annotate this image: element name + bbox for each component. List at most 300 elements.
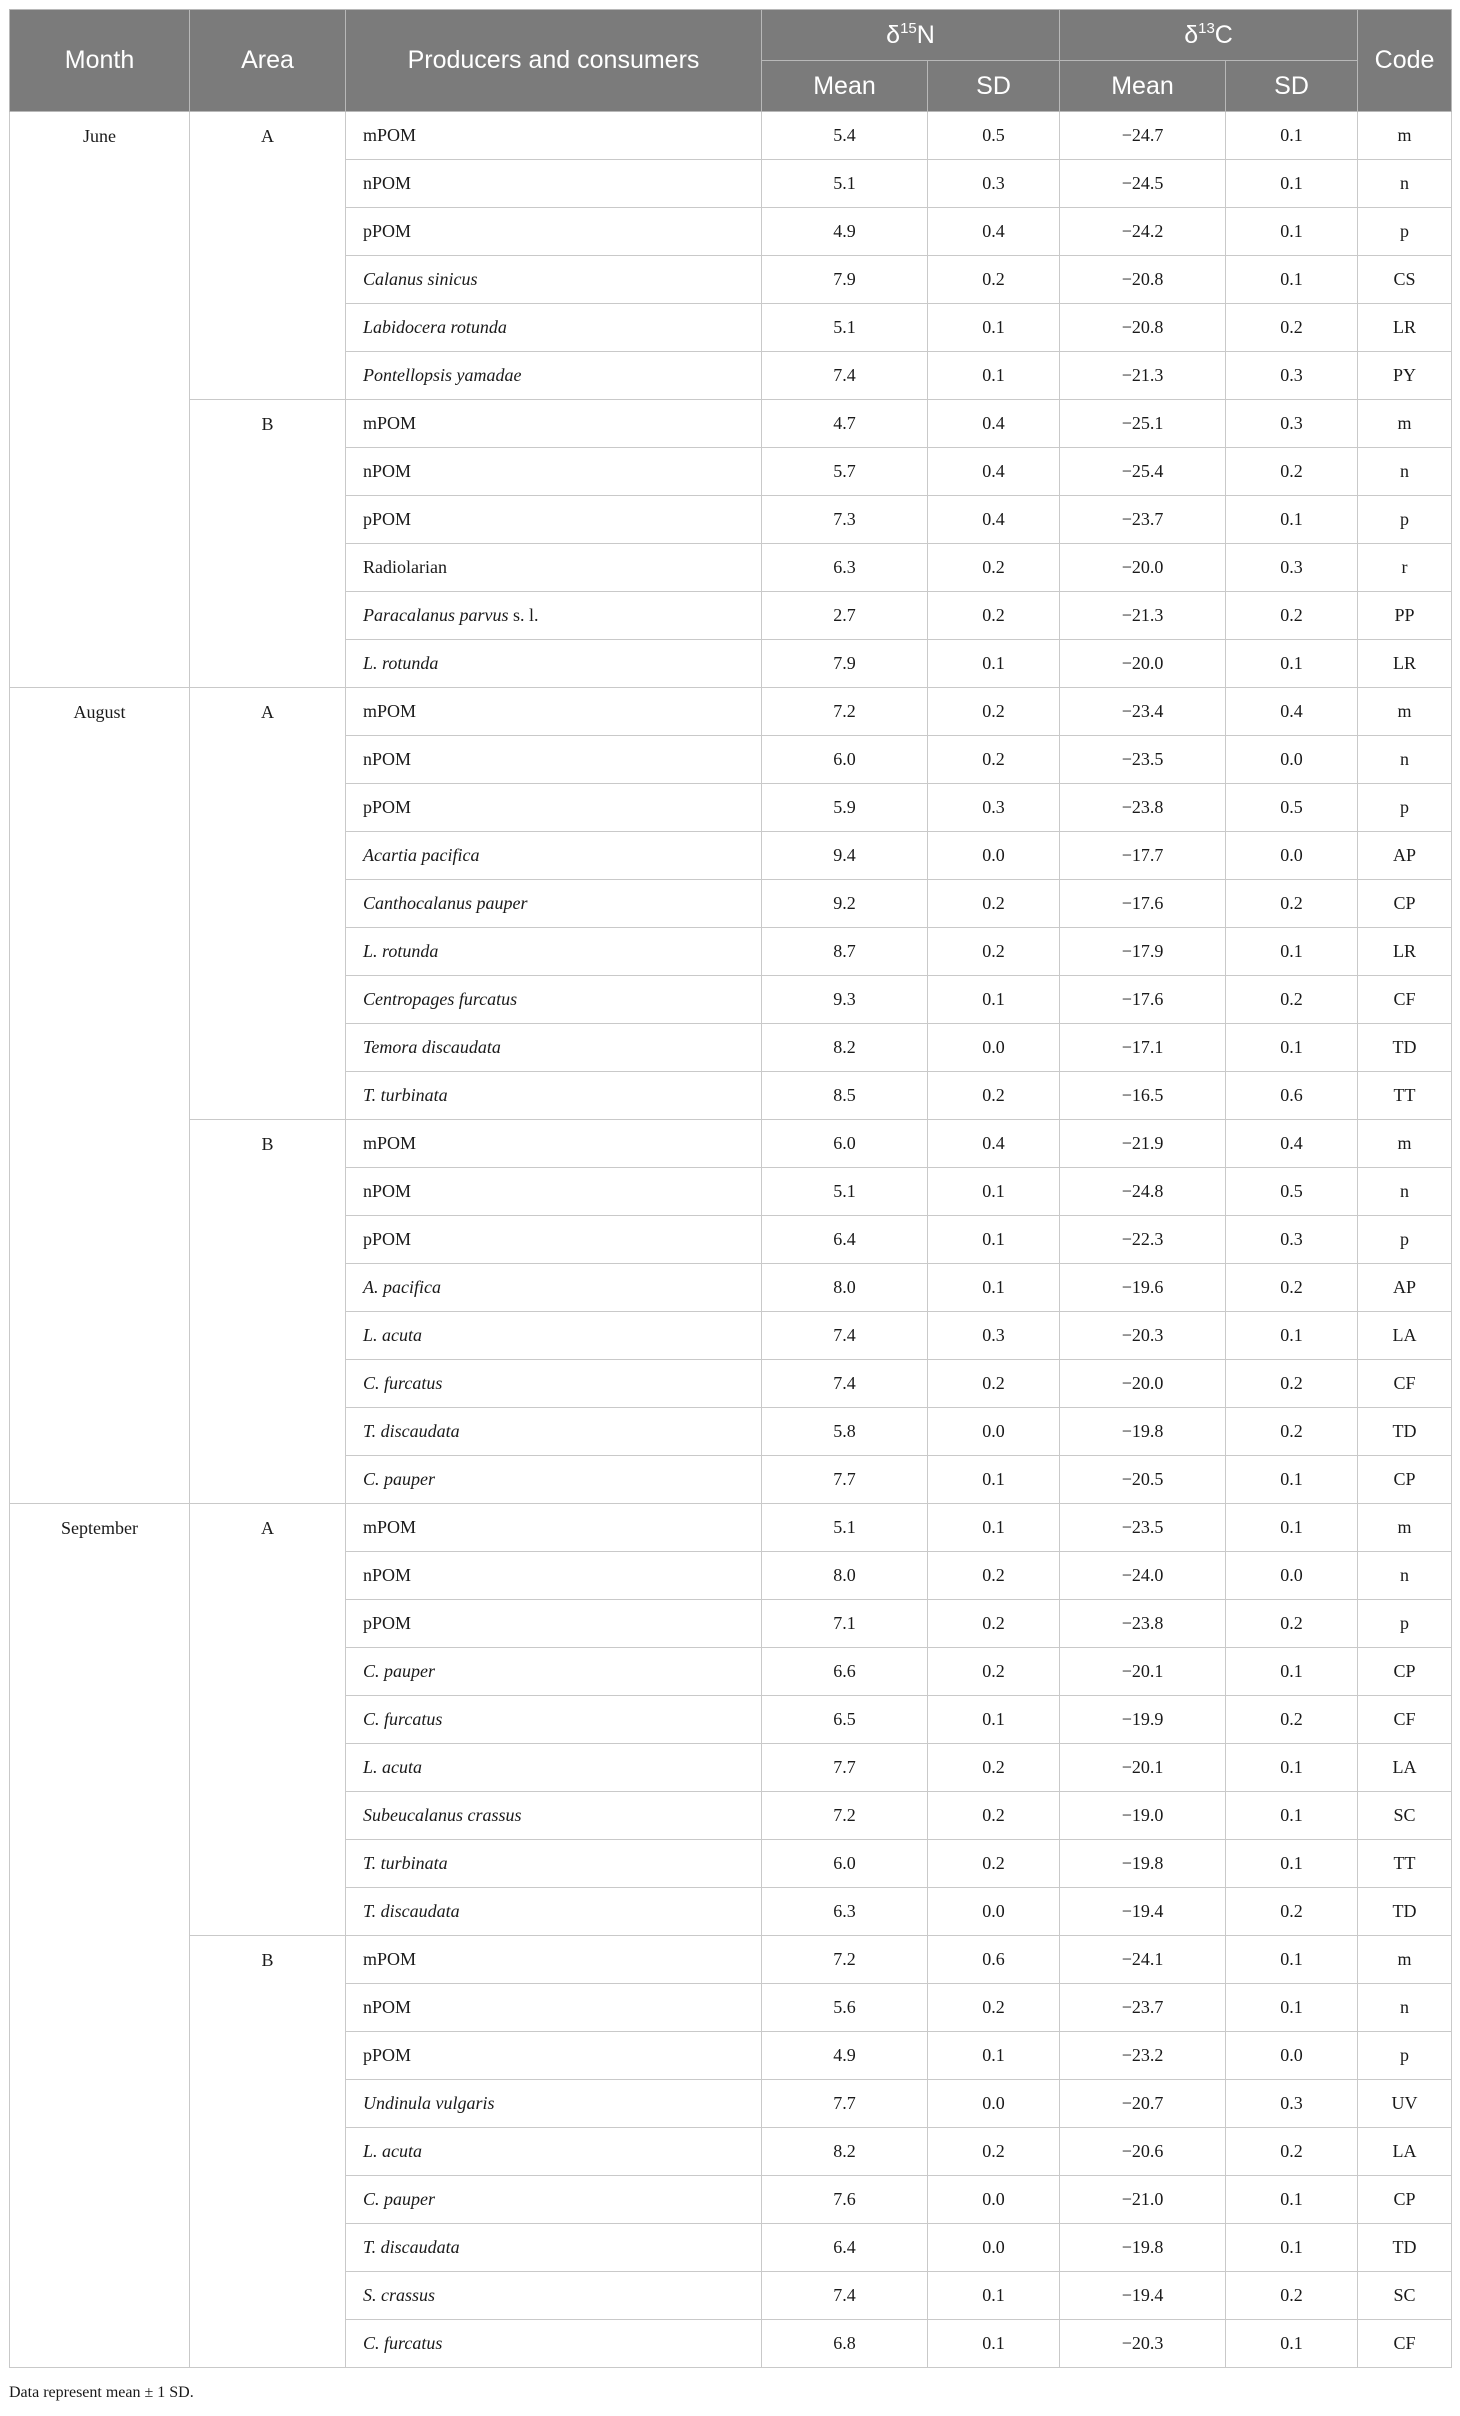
d13c-mean-cell: −24.5 — [1060, 160, 1226, 208]
d13c-sd-cell: 0.1 — [1226, 2224, 1358, 2272]
d15n-sd-cell: 0.6 — [928, 1936, 1060, 1984]
d15n-mean-cell: 7.2 — [762, 1936, 928, 1984]
d15n-mean-cell: 6.0 — [762, 736, 928, 784]
taxon-cell — [346, 1696, 762, 1744]
d15n-mean-cell: 8.0 — [762, 1264, 928, 1312]
d15n-mean-cell: 5.4 — [762, 112, 928, 160]
d15n-mean-cell: 6.3 — [762, 1888, 928, 1936]
code-cell: TD — [1358, 2224, 1452, 2272]
taxon-cell — [346, 1792, 762, 1840]
d13c-mean-cell: −17.9 — [1060, 928, 1226, 976]
code-cell: TD — [1358, 1408, 1452, 1456]
taxon-cell — [346, 1120, 762, 1168]
taxon-name: Centropages furcatus — [363, 989, 518, 1009]
d15n-mean-cell: 5.8 — [762, 1408, 928, 1456]
code-cell: LR — [1358, 304, 1452, 352]
d15n-sd-cell: 0.1 — [928, 1696, 1060, 1744]
d13c-mean-cell: −20.0 — [1060, 640, 1226, 688]
code-cell: AP — [1358, 832, 1452, 880]
table-row — [10, 1504, 1452, 1552]
d13c-sd-cell: 0.2 — [1226, 976, 1358, 1024]
area-cell: B — [190, 1120, 346, 1504]
d15n-sd-cell: 0.2 — [928, 1072, 1060, 1120]
d13c-sd-cell: 0.1 — [1226, 1456, 1358, 1504]
d13c-sd-cell: 0.2 — [1226, 1600, 1358, 1648]
d13c-sd-cell: 0.2 — [1226, 1264, 1358, 1312]
d15n-sd-cell: 0.3 — [928, 160, 1060, 208]
d13c-sd-cell: 0.1 — [1226, 208, 1358, 256]
taxon-name: T. turbinata — [363, 1085, 448, 1105]
d15n-sd-cell: 0.2 — [928, 1744, 1060, 1792]
d13c-sd-cell: 0.1 — [1226, 1936, 1358, 1984]
taxon-cell — [346, 1984, 762, 2032]
d15n-mean-cell: 6.4 — [762, 1216, 928, 1264]
code-cell: CP — [1358, 1456, 1452, 1504]
code-cell: n — [1358, 448, 1452, 496]
code-cell: CP — [1358, 1648, 1452, 1696]
d15n-mean-cell: 7.4 — [762, 2272, 928, 2320]
taxon-cell — [346, 976, 762, 1024]
area-cell: A — [190, 1504, 346, 1936]
d15n-sd-cell: 0.4 — [928, 496, 1060, 544]
code-cell: m — [1358, 688, 1452, 736]
taxon-cell — [346, 1216, 762, 1264]
d13c-mean-cell: −22.3 — [1060, 1216, 1226, 1264]
d15n-mean-cell: 8.0 — [762, 1552, 928, 1600]
d13c-mean-cell: −19.0 — [1060, 1792, 1226, 1840]
d15n-mean-cell: 4.9 — [762, 2032, 928, 2080]
d15n-sd-cell: 0.3 — [928, 784, 1060, 832]
header-delta13c: $\delta^{13}C$ — [1060, 10, 1358, 61]
table-footnote: Data represent mean ± 1 SD. — [9, 2384, 194, 2401]
taxon-name: nPOM — [363, 1565, 412, 1585]
code-cell: n — [1358, 736, 1452, 784]
code-cell: CF — [1358, 1696, 1452, 1744]
d13c-sd-cell: 0.2 — [1226, 304, 1358, 352]
d15n-mean-cell: 8.7 — [762, 928, 928, 976]
taxon-cell — [346, 2032, 762, 2080]
d13c-sd-cell: 0.0 — [1226, 736, 1358, 784]
d15n-sd-cell: 0.4 — [928, 1120, 1060, 1168]
d13c-sd-cell: 0.5 — [1226, 1168, 1358, 1216]
d15n-mean-cell: 6.0 — [762, 1840, 928, 1888]
taxon-cell — [346, 2272, 762, 2320]
d13c-sd-cell: 0.1 — [1226, 1984, 1358, 2032]
code-cell: m — [1358, 1504, 1452, 1552]
d13c-sd-cell: 0.1 — [1226, 256, 1358, 304]
d15n-mean-cell: 7.7 — [762, 1744, 928, 1792]
d15n-sd-cell: 0.0 — [928, 2176, 1060, 2224]
d13c-sd-cell: 0.1 — [1226, 928, 1358, 976]
taxon-cell — [346, 1840, 762, 1888]
d15n-sd-cell: 0.2 — [928, 1552, 1060, 1600]
taxon-name: mPOM — [363, 1517, 417, 1537]
taxon-name: pPOM — [363, 2045, 412, 2065]
taxon-name: nPOM — [363, 1181, 412, 1201]
code-cell: LR — [1358, 928, 1452, 976]
taxon-name: L. acuta — [363, 1757, 423, 1777]
d15n-mean-cell: 5.1 — [762, 1504, 928, 1552]
taxon-cell — [346, 832, 762, 880]
table-row — [10, 688, 1452, 736]
code-cell: CF — [1358, 976, 1452, 1024]
d13c-mean-cell: −20.6 — [1060, 2128, 1226, 2176]
header-d15n-sd: SD — [928, 61, 1060, 112]
taxon-cell — [346, 304, 762, 352]
taxon-cell — [346, 1168, 762, 1216]
d13c-mean-cell: −23.2 — [1060, 2032, 1226, 2080]
d13c-mean-cell: −23.5 — [1060, 1504, 1226, 1552]
taxon-cell — [346, 592, 762, 640]
code-cell: p — [1358, 1216, 1452, 1264]
d15n-sd-cell: 0.2 — [928, 2128, 1060, 2176]
header-area: Area — [190, 10, 346, 112]
d15n-mean-cell: 7.4 — [762, 1360, 928, 1408]
taxon-cell — [346, 1552, 762, 1600]
code-cell: CS — [1358, 256, 1452, 304]
taxon-name: Calanus sinicus — [363, 269, 478, 289]
code-cell: n — [1358, 1552, 1452, 1600]
code-cell: r — [1358, 544, 1452, 592]
month-cell: September — [10, 1504, 190, 2368]
taxon-name: nPOM — [363, 749, 412, 769]
taxon-cell — [346, 688, 762, 736]
taxon-cell — [346, 208, 762, 256]
taxon-name: Labidocera rotunda — [363, 317, 507, 337]
d15n-sd-cell: 0.1 — [928, 352, 1060, 400]
d15n-sd-cell: 0.2 — [928, 1840, 1060, 1888]
d13c-mean-cell: −23.7 — [1060, 496, 1226, 544]
d15n-sd-cell: 0.1 — [928, 2320, 1060, 2368]
code-cell: TD — [1358, 1888, 1452, 1936]
taxon-name: T. discaudata — [363, 1421, 460, 1441]
d13c-sd-cell: 0.2 — [1226, 592, 1358, 640]
isotope-table — [9, 9, 1452, 2368]
d15n-mean-cell: 7.3 — [762, 496, 928, 544]
d13c-sd-cell: 0.1 — [1226, 1648, 1358, 1696]
taxon-cell — [346, 2128, 762, 2176]
code-cell: m — [1358, 400, 1452, 448]
code-cell: AP — [1358, 1264, 1452, 1312]
code-cell: LA — [1358, 1744, 1452, 1792]
code-cell: LR — [1358, 640, 1452, 688]
code-cell: m — [1358, 1120, 1452, 1168]
code-cell: n — [1358, 1984, 1452, 2032]
code-cell: m — [1358, 1936, 1452, 1984]
taxon-cell — [346, 112, 762, 160]
taxon-name: C. pauper — [363, 2189, 435, 2209]
taxon-name: T. discaudata — [363, 2237, 460, 2257]
d15n-sd-cell: 0.0 — [928, 2080, 1060, 2128]
d15n-sd-cell: 0.2 — [928, 928, 1060, 976]
table-row — [10, 400, 1452, 448]
d13c-mean-cell: −25.4 — [1060, 448, 1226, 496]
taxon-name: mPOM — [363, 125, 417, 145]
code-cell: UV — [1358, 2080, 1452, 2128]
d13c-mean-cell: −25.1 — [1060, 400, 1226, 448]
taxon-cell — [346, 2080, 762, 2128]
taxon-cell — [346, 784, 762, 832]
header-code: Code — [1358, 10, 1452, 112]
d13c-sd-cell: 0.2 — [1226, 2128, 1358, 2176]
taxon-name: T. turbinata — [363, 1853, 448, 1873]
d13c-mean-cell: −19.4 — [1060, 1888, 1226, 1936]
taxon-name: Canthocalanus pauper — [363, 893, 528, 913]
d15n-sd-cell: 0.1 — [928, 976, 1060, 1024]
taxon-name: pPOM — [363, 1613, 412, 1633]
area-cell: A — [190, 112, 346, 400]
d13c-sd-cell: 0.3 — [1226, 400, 1358, 448]
d15n-sd-cell: 0.2 — [928, 880, 1060, 928]
taxon-name: nPOM — [363, 461, 412, 481]
taxon-name: C. pauper — [363, 1469, 435, 1489]
taxon-name: S. crassus — [363, 2285, 436, 2305]
d13c-mean-cell: −19.4 — [1060, 2272, 1226, 2320]
d15n-sd-cell: 0.1 — [928, 1504, 1060, 1552]
d15n-mean-cell: 6.8 — [762, 2320, 928, 2368]
code-cell: CF — [1358, 2320, 1452, 2368]
d13c-sd-cell: 0.1 — [1226, 1312, 1358, 1360]
d15n-mean-cell: 7.9 — [762, 256, 928, 304]
header-producers-consumers: Producers and consumers — [346, 10, 762, 112]
taxon-cell — [346, 448, 762, 496]
taxon-cell — [346, 1504, 762, 1552]
d15n-mean-cell: 4.7 — [762, 400, 928, 448]
d15n-mean-cell: 8.2 — [762, 2128, 928, 2176]
code-cell: CF — [1358, 1360, 1452, 1408]
taxon-cell — [346, 1072, 762, 1120]
taxon-name: pPOM — [363, 509, 412, 529]
taxon-cell — [346, 1456, 762, 1504]
d15n-sd-cell: 0.2 — [928, 256, 1060, 304]
d13c-sd-cell: 0.1 — [1226, 1792, 1358, 1840]
d13c-sd-cell: 0.6 — [1226, 1072, 1358, 1120]
taxon-cell — [346, 1408, 762, 1456]
d13c-mean-cell: −19.6 — [1060, 1264, 1226, 1312]
code-cell: p — [1358, 208, 1452, 256]
d13c-mean-cell: −20.8 — [1060, 256, 1226, 304]
d13c-mean-cell: −20.7 — [1060, 2080, 1226, 2128]
d13c-mean-cell: −23.7 — [1060, 1984, 1226, 2032]
d15n-sd-cell: 0.2 — [928, 1360, 1060, 1408]
d13c-sd-cell: 0.3 — [1226, 352, 1358, 400]
code-cell: TT — [1358, 1072, 1452, 1120]
d15n-sd-cell: 0.2 — [928, 1984, 1060, 2032]
header-d15n-mean: Mean — [762, 61, 928, 112]
taxon-name: pPOM — [363, 221, 412, 241]
d15n-sd-cell: 0.2 — [928, 592, 1060, 640]
taxon-name: mPOM — [363, 1949, 417, 1969]
d13c-sd-cell: 0.2 — [1226, 1408, 1358, 1456]
d15n-mean-cell: 7.1 — [762, 1600, 928, 1648]
d13c-sd-cell: 0.1 — [1226, 1504, 1358, 1552]
d15n-mean-cell: 6.5 — [762, 1696, 928, 1744]
d15n-sd-cell: 0.2 — [928, 1648, 1060, 1696]
code-cell: TT — [1358, 1840, 1452, 1888]
taxon-name: Paracalanus parvus — [363, 605, 509, 625]
d13c-mean-cell: −20.0 — [1060, 1360, 1226, 1408]
d13c-mean-cell: −17.7 — [1060, 832, 1226, 880]
taxon-cell — [346, 1264, 762, 1312]
code-cell: n — [1358, 1168, 1452, 1216]
d13c-sd-cell: 0.0 — [1226, 832, 1358, 880]
table-row — [10, 1936, 1452, 1984]
table-header — [10, 10, 1452, 112]
area-cell: A — [190, 688, 346, 1120]
d13c-mean-cell: −21.3 — [1060, 592, 1226, 640]
d15n-mean-cell: 7.9 — [762, 640, 928, 688]
code-cell: p — [1358, 496, 1452, 544]
d13c-mean-cell: −19.8 — [1060, 2224, 1226, 2272]
d13c-sd-cell: 0.1 — [1226, 640, 1358, 688]
taxon-name: Pontellopsis yamadae — [363, 365, 522, 385]
taxon-name: Undinula vulgaris — [363, 2093, 495, 2113]
d15n-mean-cell: 8.5 — [762, 1072, 928, 1120]
taxon-name: mPOM — [363, 1133, 417, 1153]
d15n-sd-cell: 0.0 — [928, 2224, 1060, 2272]
month-cell: June — [10, 112, 190, 688]
table-row — [10, 1120, 1452, 1168]
d13c-mean-cell: −16.5 — [1060, 1072, 1226, 1120]
d13c-mean-cell: −24.1 — [1060, 1936, 1226, 1984]
d13c-sd-cell: 0.3 — [1226, 1216, 1358, 1264]
taxon-name: pPOM — [363, 797, 412, 817]
d13c-mean-cell: −17.1 — [1060, 1024, 1226, 1072]
header-delta15n: $\delta^{15}N$ — [762, 10, 1060, 61]
taxon-name: T. discaudata — [363, 1901, 460, 1921]
taxon-cell — [346, 1312, 762, 1360]
d13c-sd-cell: 0.3 — [1226, 544, 1358, 592]
d13c-mean-cell: −20.0 — [1060, 544, 1226, 592]
taxon-cell — [346, 160, 762, 208]
d15n-mean-cell: 6.3 — [762, 544, 928, 592]
taxon-name: L. acuta — [363, 2141, 423, 2161]
taxon-name: nPOM — [363, 173, 412, 193]
d13c-sd-cell: 0.2 — [1226, 880, 1358, 928]
taxon-name: Temora discaudata — [363, 1037, 501, 1057]
d15n-mean-cell: 7.6 — [762, 2176, 928, 2224]
d15n-mean-cell: 7.2 — [762, 1792, 928, 1840]
d15n-mean-cell: 6.4 — [762, 2224, 928, 2272]
taxon-name: L. acuta — [363, 1325, 423, 1345]
header-d13c-sd: SD — [1226, 61, 1358, 112]
d13c-mean-cell: −23.4 — [1060, 688, 1226, 736]
d13c-sd-cell: 0.2 — [1226, 1360, 1358, 1408]
d15n-mean-cell: 5.6 — [762, 1984, 928, 2032]
d13c-sd-cell: 0.3 — [1226, 2080, 1358, 2128]
d13c-sd-cell: 0.4 — [1226, 1120, 1358, 1168]
taxon-name: C. pauper — [363, 1661, 435, 1681]
d13c-mean-cell: −21.3 — [1060, 352, 1226, 400]
taxon-cell — [346, 880, 762, 928]
d15n-sd-cell: 0.1 — [928, 1456, 1060, 1504]
d15n-sd-cell: 0.0 — [928, 1024, 1060, 1072]
code-cell: p — [1358, 784, 1452, 832]
code-cell: PP — [1358, 592, 1452, 640]
code-cell: SC — [1358, 1792, 1452, 1840]
d13c-mean-cell: −21.9 — [1060, 1120, 1226, 1168]
d13c-sd-cell: 0.1 — [1226, 1744, 1358, 1792]
code-cell: SC — [1358, 2272, 1452, 2320]
d15n-mean-cell: 9.4 — [762, 832, 928, 880]
taxon-cell — [346, 400, 762, 448]
taxon-name: Acartia pacifica — [363, 845, 480, 865]
d15n-sd-cell: 0.0 — [928, 1888, 1060, 1936]
d15n-sd-cell: 0.0 — [928, 1408, 1060, 1456]
d15n-sd-cell: 0.2 — [928, 688, 1060, 736]
d15n-mean-cell: 4.9 — [762, 208, 928, 256]
d13c-mean-cell: −23.8 — [1060, 1600, 1226, 1648]
table-row — [10, 112, 1452, 160]
taxon-cell — [346, 2320, 762, 2368]
code-cell: TD — [1358, 1024, 1452, 1072]
d15n-mean-cell: 6.0 — [762, 1120, 928, 1168]
taxon-cell — [346, 1360, 762, 1408]
taxon-name: L. rotunda — [363, 941, 439, 961]
d13c-sd-cell: 0.4 — [1226, 688, 1358, 736]
taxon-cell — [346, 736, 762, 784]
d15n-mean-cell: 5.7 — [762, 448, 928, 496]
d15n-sd-cell: 0.1 — [928, 1216, 1060, 1264]
taxon-cell — [346, 496, 762, 544]
taxon-cell — [346, 1936, 762, 1984]
d13c-mean-cell: −20.8 — [1060, 304, 1226, 352]
d15n-mean-cell: 9.2 — [762, 880, 928, 928]
taxon-name: C. furcatus — [363, 2333, 443, 2353]
code-cell: LA — [1358, 2128, 1452, 2176]
d15n-sd-cell: 0.2 — [928, 544, 1060, 592]
d15n-mean-cell: 2.7 — [762, 592, 928, 640]
code-cell: p — [1358, 2032, 1452, 2080]
taxon-name: mPOM — [363, 701, 417, 721]
d15n-sd-cell: 0.0 — [928, 832, 1060, 880]
taxon-cell — [346, 544, 762, 592]
area-cell: B — [190, 1936, 346, 2368]
d15n-mean-cell: 5.1 — [762, 304, 928, 352]
taxon-cell — [346, 256, 762, 304]
d13c-sd-cell: 0.1 — [1226, 2176, 1358, 2224]
d13c-mean-cell: −23.8 — [1060, 784, 1226, 832]
d13c-mean-cell: −20.1 — [1060, 1648, 1226, 1696]
d15n-mean-cell: 6.6 — [762, 1648, 928, 1696]
taxon-suffix: s. l. — [508, 605, 539, 625]
d13c-mean-cell: −17.6 — [1060, 976, 1226, 1024]
taxon-cell — [346, 1600, 762, 1648]
taxon-cell — [346, 1648, 762, 1696]
d13c-sd-cell: 0.1 — [1226, 1840, 1358, 1888]
taxon-cell — [346, 2176, 762, 2224]
taxon-name: L. rotunda — [363, 653, 439, 673]
d15n-mean-cell: 7.2 — [762, 688, 928, 736]
d13c-sd-cell: 0.5 — [1226, 784, 1358, 832]
d13c-sd-cell: 0.2 — [1226, 448, 1358, 496]
d15n-sd-cell: 0.1 — [928, 1168, 1060, 1216]
d13c-sd-cell: 0.1 — [1226, 1024, 1358, 1072]
d15n-sd-cell: 0.1 — [928, 2032, 1060, 2080]
d13c-mean-cell: −24.2 — [1060, 208, 1226, 256]
d13c-sd-cell: 0.1 — [1226, 160, 1358, 208]
header-month: Month — [10, 10, 190, 112]
taxon-name: A. pacifica — [363, 1277, 441, 1297]
taxon-cell — [346, 2224, 762, 2272]
taxon-name: mPOM — [363, 413, 417, 433]
d15n-sd-cell: 0.1 — [928, 304, 1060, 352]
d13c-mean-cell: −19.8 — [1060, 1840, 1226, 1888]
code-cell: CP — [1358, 2176, 1452, 2224]
d15n-mean-cell: 5.9 — [762, 784, 928, 832]
d15n-mean-cell: 5.1 — [762, 1168, 928, 1216]
d15n-mean-cell: 7.7 — [762, 1456, 928, 1504]
